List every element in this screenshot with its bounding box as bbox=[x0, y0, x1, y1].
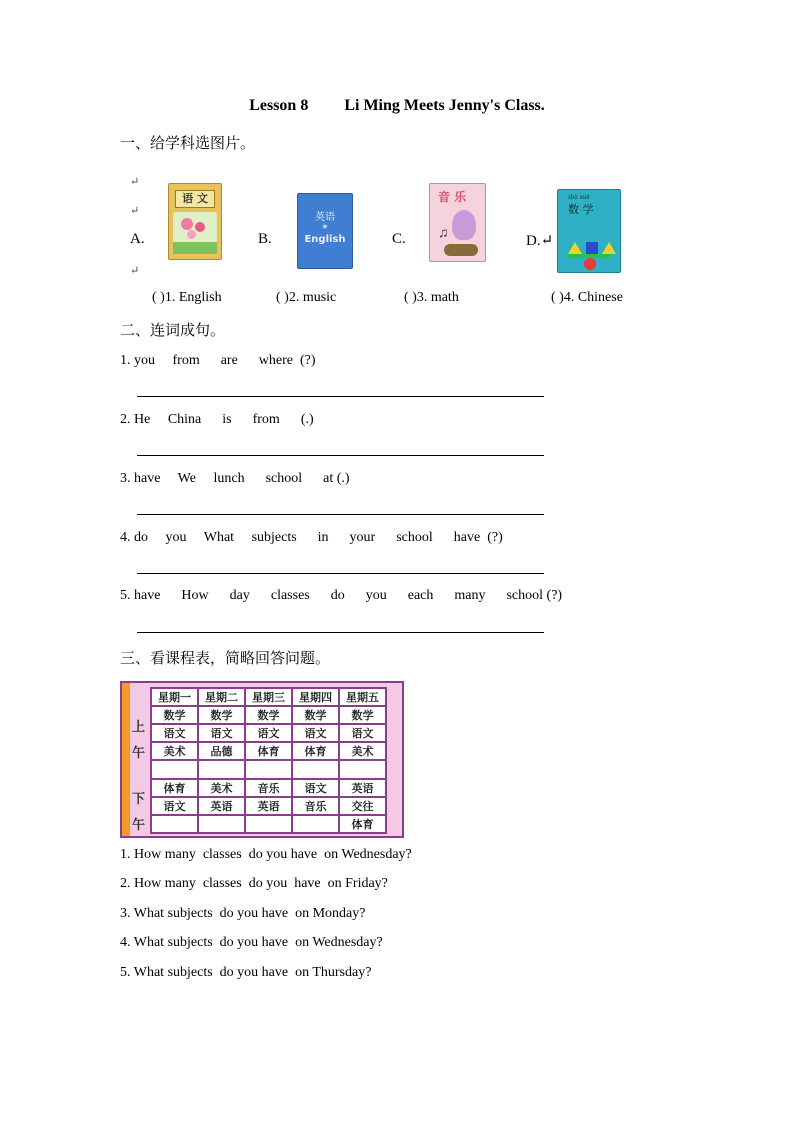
timetable-day-header: 星期三 bbox=[245, 688, 292, 706]
timetable-cell: 体育 bbox=[292, 742, 339, 760]
lesson-number: Lesson 8 bbox=[249, 97, 309, 114]
timetable-cell: 美术 bbox=[151, 742, 198, 760]
page-title bbox=[0, 97, 794, 115]
answer-line bbox=[137, 632, 544, 633]
timetable-cell: 语文 bbox=[339, 724, 386, 742]
star-icon: ★ bbox=[321, 222, 329, 231]
english-book-image bbox=[297, 193, 353, 269]
timetable-cell bbox=[198, 760, 245, 779]
timetable-day-header: 星期一 bbox=[151, 688, 198, 706]
timetable-cell: 数学 bbox=[245, 706, 292, 724]
timetable-question-1: 1. How many classes do you have on Wednesday? bbox=[120, 847, 412, 862]
timetable-cell: 体育 bbox=[245, 742, 292, 760]
math-book-pinyin: shù xué bbox=[568, 193, 590, 201]
timetable-cell bbox=[245, 815, 292, 833]
timetable-cell bbox=[292, 815, 339, 833]
music-note-icon: ♫ bbox=[438, 226, 449, 241]
lesson-name: Li Ming Meets Jenny's Class. bbox=[344, 97, 545, 114]
timetable-cell: 数学 bbox=[151, 706, 198, 724]
timetable-cell bbox=[245, 760, 292, 779]
question-math: ( )3. math bbox=[404, 290, 459, 305]
answer-line bbox=[137, 514, 544, 515]
answer-line bbox=[137, 455, 544, 456]
timetable-cell: 英语 bbox=[245, 797, 292, 815]
flower-picture bbox=[173, 212, 217, 254]
section1-heading: 一、给学科选图片。 bbox=[120, 134, 256, 152]
timetable-cell: 语文 bbox=[292, 724, 339, 742]
timetable-cell bbox=[292, 760, 339, 779]
music-book-title: 音 乐 bbox=[438, 190, 467, 204]
timetable-grid bbox=[150, 687, 387, 834]
sentence-item-3: 3. have We lunch school at (.) bbox=[120, 471, 350, 486]
timetable-question-2: 2. How many classes do you have on Friday? bbox=[120, 876, 388, 891]
question-chinese: ( )4. Chinese bbox=[551, 290, 623, 305]
sentence-item-4: 4. do you What subjects in your school have (?) bbox=[120, 530, 503, 545]
music-book-image bbox=[429, 183, 486, 262]
option-b: B. bbox=[258, 231, 272, 247]
return-mark: ↵ bbox=[130, 265, 140, 277]
sentence-item-5: 5. have How day classes do you each many school (?) bbox=[120, 588, 563, 603]
timetable-question-5: 5. What subjects do you have on Thursday? bbox=[120, 965, 372, 980]
timetable-cell: 语文 bbox=[151, 797, 198, 815]
afternoon-label: 下 午 bbox=[132, 792, 146, 833]
section3-heading: 三、看课程表，简略回答问题。 bbox=[120, 649, 331, 667]
timetable-cell: 语文 bbox=[245, 724, 292, 742]
sentence-item-1: 1. you from are where (?) bbox=[120, 353, 316, 368]
timetable-day-header: 星期四 bbox=[292, 688, 339, 706]
timetable-cell bbox=[151, 815, 198, 833]
english-book-word: English bbox=[304, 234, 346, 245]
timetable-question-3: 3. What subjects do you have on Monday? bbox=[120, 906, 366, 921]
timetable-cell: 数学 bbox=[292, 706, 339, 724]
timetable-cell: 数学 bbox=[198, 706, 245, 724]
answer-line bbox=[137, 396, 544, 397]
timetable-cell: 英语 bbox=[339, 779, 386, 797]
timetable-cell bbox=[198, 815, 245, 833]
sentence-item-2: 2. He China is from (.) bbox=[120, 412, 314, 427]
timetable-image bbox=[120, 681, 404, 838]
question-music: ( )2. music bbox=[276, 290, 337, 305]
timetable-cell: 体育 bbox=[339, 815, 386, 833]
return-mark: ↵ bbox=[130, 176, 140, 188]
section2-heading: 二、连词成句。 bbox=[120, 321, 226, 339]
timetable-question-4: 4. What subjects do you have on Wednesday? bbox=[120, 935, 383, 950]
answer-line bbox=[137, 573, 544, 574]
timetable-cell: 美术 bbox=[198, 779, 245, 797]
math-book-title: 数 学 bbox=[568, 203, 594, 216]
timetable-cell: 英语 bbox=[198, 797, 245, 815]
question-english: ( )1. English bbox=[152, 290, 222, 305]
timetable-day-header: 星期五 bbox=[339, 688, 386, 706]
timetable-cell: 语文 bbox=[292, 779, 339, 797]
timetable-cell: 音乐 bbox=[292, 797, 339, 815]
morning-label: 上 午 bbox=[132, 720, 146, 761]
timetable-cell: 品德 bbox=[198, 742, 245, 760]
return-mark: ↵ bbox=[130, 205, 140, 217]
timetable-cell: 语文 bbox=[151, 724, 198, 742]
math-book-image bbox=[557, 189, 621, 273]
timetable-cell: 数学 bbox=[339, 706, 386, 724]
timetable-cell bbox=[339, 760, 386, 779]
chinese-book-image bbox=[168, 183, 222, 260]
timetable-cell: 语文 bbox=[198, 724, 245, 742]
english-book-title: 英语 bbox=[315, 212, 335, 223]
timetable-cell: 美术 bbox=[339, 742, 386, 760]
option-c: C. bbox=[392, 231, 406, 247]
chinese-book-title: 语 文 bbox=[175, 190, 215, 208]
option-d: D.↵ bbox=[526, 233, 554, 249]
timetable-cell: 交往 bbox=[339, 797, 386, 815]
timetable-cell bbox=[151, 760, 198, 779]
timetable-cell: 体育 bbox=[151, 779, 198, 797]
option-a: A. bbox=[130, 231, 145, 247]
timetable-day-header: 星期二 bbox=[198, 688, 245, 706]
timetable-cell: 音乐 bbox=[245, 779, 292, 797]
